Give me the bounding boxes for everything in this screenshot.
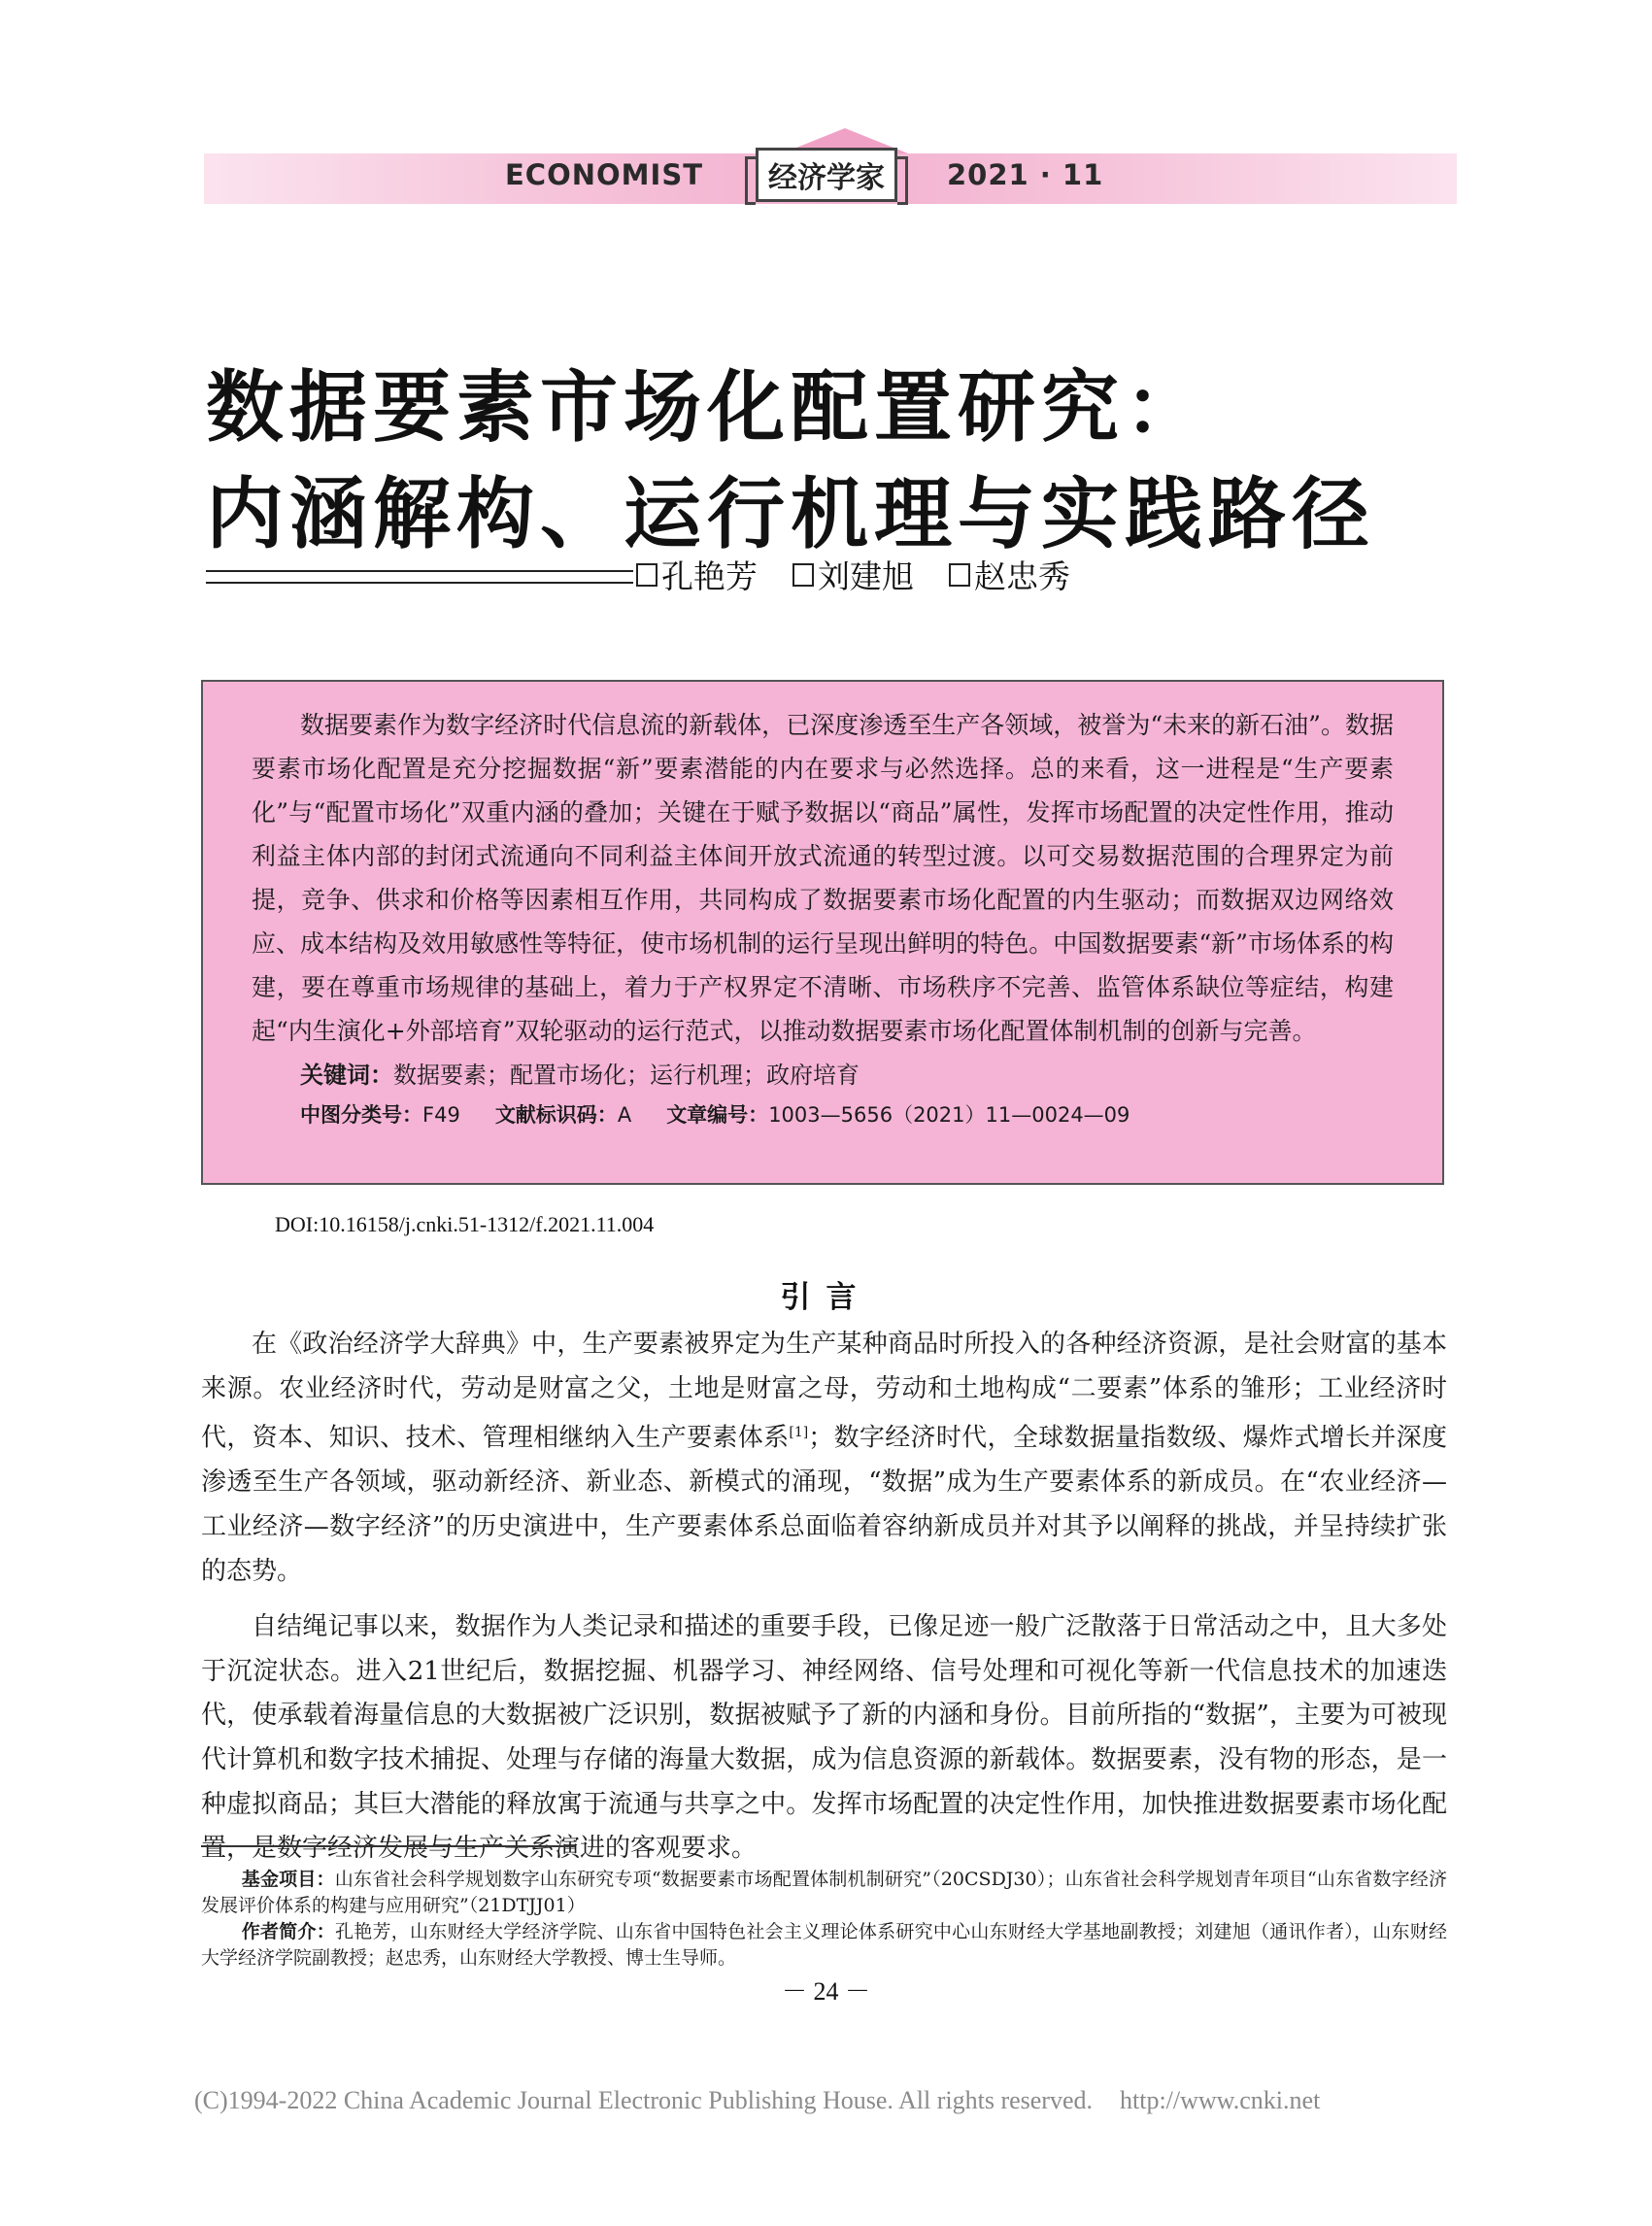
paragraph: 自结绳记事以来，数据作为人类记录和描述的重要手段，已像足迹一般广泛散落于日常活动之中，且大多处于沉淀状态。进入21世纪后，数据挖掘、机器学习、神经网络、信号处理和可视化等新一代信息技术的加速迭代，使承载着海量信息的大数据被广泛识别，数据被赋予了新的内涵和身份。目前所指的“数据”，主要为可被现代计算机和数字技术捕捉、处理与存储的海量大数据，成为信息资源的新载体。数据要素，没有物的形态，是一种虚拟商品；其巨大潜能的释放寓于流通与共享之中。发挥市场配置的决定性作用，加快推进数据要素市场化配置，是数字经济发展与生产关系演进的客观要求。 <box>201 1612 1447 1864</box>
author-bio-label: 作者简介： <box>241 1921 336 1942</box>
copyright-url[interactable]: http://www.cnki.net <box>1120 2086 1321 2114</box>
author <box>792 552 914 597</box>
keywords-row <box>252 1055 1394 1096</box>
square-icon <box>949 563 970 587</box>
author <box>636 552 758 597</box>
footnote-fund <box>201 1867 1447 1919</box>
author <box>949 552 1070 597</box>
journal-name-en: ECONOMIST <box>505 158 703 191</box>
paragraph <box>201 1323 1447 1594</box>
paper-title-line-1: 数据要素市场化配置研究： <box>206 362 1208 453</box>
doc-code-label: 文献标识码： <box>494 1103 618 1127</box>
author-rule <box>206 570 633 584</box>
article-no-value: 1003—5656（2021）11—0024—09 <box>768 1103 1130 1127</box>
square-icon <box>636 563 657 587</box>
square-icon <box>792 563 814 587</box>
footnote-author <box>201 1919 1447 1972</box>
fund-text: 山东省社会科学规划数字山东研究专项“数据要素市场配置体制机制研究”（20CSDJ30）；山东省社会科学规划青年项目“山东省数字经济发展评价体系的构建与应用研究”（21DTJJ01） <box>201 1869 1447 1916</box>
section-title: 引言 <box>780 1280 872 1315</box>
article-no-label: 文章编号： <box>666 1103 769 1127</box>
author-list <box>636 552 1070 597</box>
author-name: 刘建旭 <box>818 557 914 595</box>
footnote-rule <box>201 1845 575 1847</box>
doc-code-item <box>495 1096 631 1134</box>
classification-row <box>252 1096 1394 1134</box>
journal-logo: 经济学家 <box>756 148 897 202</box>
keywords-value: 数据要素；配置市场化；运行机理；政府培育 <box>393 1062 860 1089</box>
article-no-item <box>666 1096 1129 1134</box>
abstract-text: 数据要素作为数字经济时代信息流的新载体，已深度渗透至生产各领域，被誉为“未来的新石油”。数据要素市场化配置是充分挖掘数据“新”要素潜能的内在要求与必然选择。总的来看，这一进程是“生产要素化”与“配置市场化”双重内涵的叠加；关键在于赋予数据以“商品”属性，发挥市场配置的决定性作用，推动利益主体内部的封闭式流通向不同利益主体间开放式流通的转型过渡。以可交易数据范围的合理界定为前提，竞争、供求和价格等因素相互作用，共同构成了数据要素市场化配置的内生驱动；而数据双边网络效应、成本结构及效用敏感性等特征，使市场机制的运行呈现出鲜明的特色。中国数据要素“新”市场体系的构建，要在尊重市场规律的基础上，着力于产权界定不清晰、市场秩序不完善、监管体系缺位等症结，构建起“内生演化+外部培育”双轮驱动的运行范式，以推动数据要素市场化配置体制机制的创新与完善。 <box>252 711 1394 1045</box>
page-number: － 24 － <box>781 1977 870 2006</box>
author-name: 孔艳芳 <box>661 557 758 595</box>
fund-label: 基金项目： <box>241 1869 335 1890</box>
issue-label: 2021 · 11 <box>947 158 1104 191</box>
author-name: 赵忠秀 <box>974 557 1070 595</box>
paragraph-text: ；数字经济时代，全球数据量指数级、爆炸式增长并深度渗透至生产各领域，驱动新经济、新业态、新模式的涌现，“数据”成为生产要素体系的新成员。在“农业经济—工业经济—数字经济”的历史演进中，生产要素体系总面临着容纳新成员并对其予以阐释的挑战，并呈持续扩张的态势。 <box>201 1423 1447 1586</box>
copyright-line <box>194 2086 1320 2115</box>
body-text <box>201 1323 1447 1872</box>
keywords-label: 关键词： <box>300 1062 393 1089</box>
footnotes <box>201 1867 1447 1972</box>
paragraph-text: 在《政治经济学大辞典》中，生产要素被界定为生产某种商品时所投入的各种经济资源，是社会财富的基本来源。农业经济时代，劳动是财富之父，土地是财富之母，劳动和土地构成“二要素”体系的雏形；工业经济时代，资本、知识、技术、管理相继纳入生产要素体系 <box>201 1330 1447 1453</box>
clc-value: F49 <box>422 1103 460 1127</box>
citation-ref[interactable]: [1] <box>789 1425 809 1441</box>
copyright-text: (C)1994-2022 China Academic Journal Electronic Publishing House. All rights reserved. <box>194 2086 1093 2114</box>
abstract-box <box>201 680 1444 1185</box>
doi: DOI:10.16158/j.cnki.51-1312/f.2021.11.004 <box>275 1212 655 1236</box>
clc-item <box>300 1096 460 1134</box>
doc-code-value: A <box>617 1103 632 1127</box>
paper-title-line-2: 内涵解构、运行机理与实践路径 <box>206 469 1375 559</box>
author-bio-text: 孔艳芳，山东财经大学经济学院、山东省中国特色社会主义理论体系研究中心山东财经大学基地副教授；刘建旭（通讯作者），山东财经大学经济学院副教授；赵忠秀，山东财经大学教授、博士生导师。 <box>201 1921 1447 1969</box>
clc-label: 中图分类号： <box>300 1103 422 1127</box>
